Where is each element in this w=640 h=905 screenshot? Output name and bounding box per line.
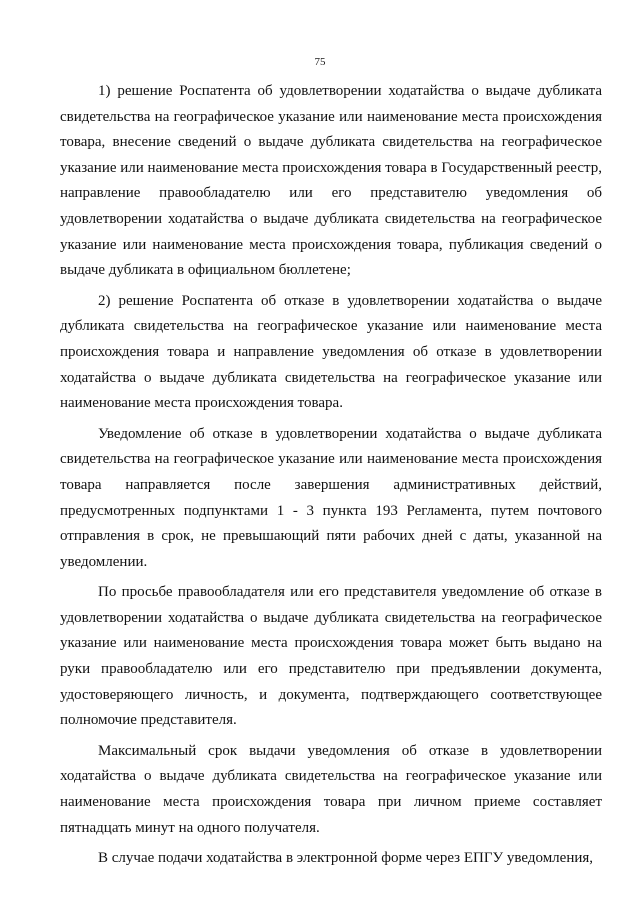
page-number: 75 [314, 56, 326, 68]
paragraph-max-issue-time: Максимальный срок выдачи уведомления об отказе в удовлетворении ходатайства о выдаче дубликата свидетельства на географическое указание или наименование места происхождения товара при личном приеме составляет пятнадцать минут на одного получателя. [60, 742, 602, 836]
document-body [60, 79, 602, 872]
paragraph-refusal-notification-in-person: По просьбе правообладателя или его представителя уведомление об отказе в удовлетворении ходатайства о выдаче дубликата свидетельства на географическое указание или наименование места происхождения товара может быть выдано на руки правообладателю или его представителю при предъявлении документа, удостоверяющего личность, и документа, подтверждающего соответствующее полномочие представителя. [60, 584, 602, 729]
paragraph-refusal-notification-mailing: Уведомление об отказе в удовлетворении ходатайства о выдаче дубликата свидетельства на географическое указание или наименование места происхождения товара направляется после завершения административных действий, предусмотренных подпунктами 1 - 3 пункта 193 Регламента, путем почтового отправления в срок, не превышающий пяти рабочих дней с даты, указанной на уведомлении. [60, 425, 602, 570]
paragraph-decision-approval: 1) решение Роспатента об удовлетворении ходатайства о выдаче дубликата свидетельства на географическое указание или наименование места происхождения товара, внесение сведений о выдаче дубликата свидетельства на географическое указание или наименование места происхождения товара в Государственный реестр, направление правообладателю или его представителю уведомления об удовлетворении ходатайства о выдаче дубликата свидетельства на географическое указание или наименование места происхождения товара, публикация сведений о выдаче дубликата в официальном бюллетене; [60, 83, 602, 279]
paragraph-decision-refusal: 2) решение Роспатента об отказе в удовлетворении ходатайства о выдаче дубликата свидетельства на географическое указание или наименование места происхождения товара и направление уведомления об отказе в удовлетворении ходатайства о выдаче дубликата свидетельства на географическое указание или наименование места происхождения товара. [60, 292, 602, 412]
paragraph-electronic-submission: В случае подачи ходатайства в электронной форме через ЕПГУ уведомления, [98, 850, 594, 867]
